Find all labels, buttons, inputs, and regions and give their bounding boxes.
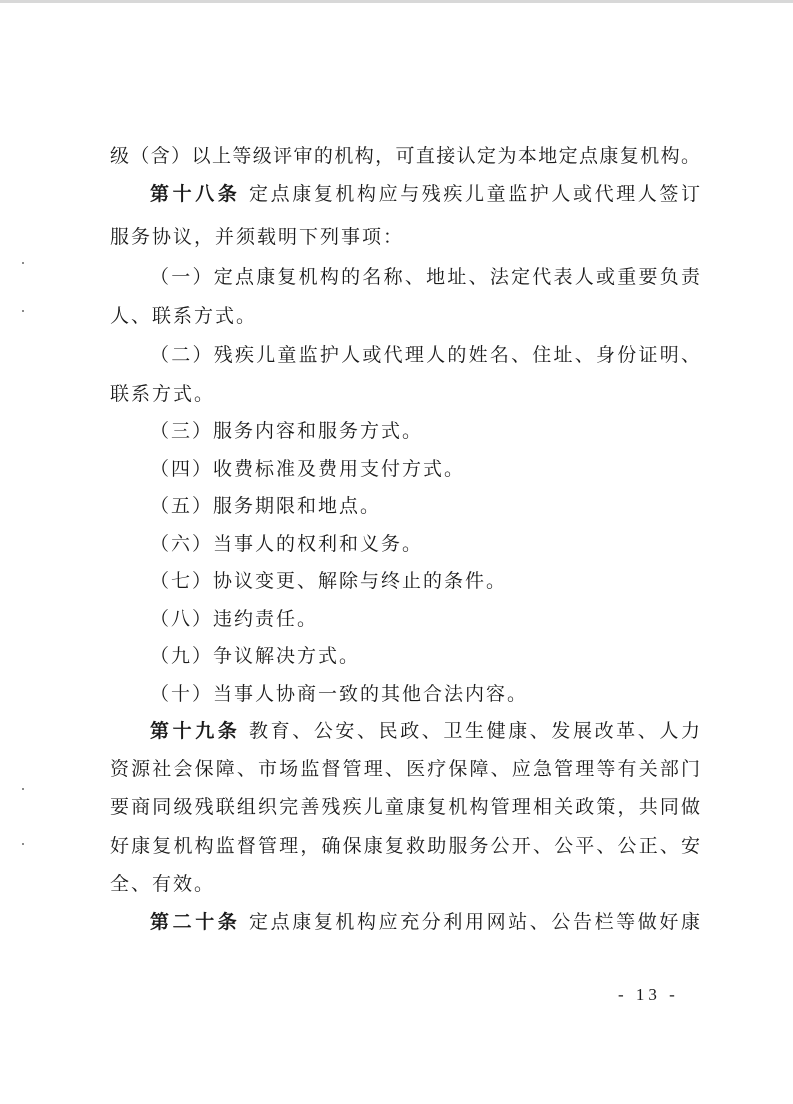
list-item: （七）协议变更、解除与终止的条件。: [150, 570, 508, 592]
article-heading-line: 第二十条 定点康复机构应充分利用网站、公告栏等做好康: [150, 911, 700, 933]
list-item: （六）当事人的权利和义务。: [150, 533, 424, 555]
margin-mark: [22, 788, 24, 790]
list-item: （一）定点康复机构的名称、地址、法定代表人或重要负责: [150, 266, 700, 288]
list-item: （九）争议解决方式。: [150, 645, 361, 667]
scan-top-edge: [0, 0, 793, 3]
list-item: （四）收费标准及费用支付方式。: [150, 458, 466, 480]
body-line: 级（含）以上等级评审的机构，可直接认定为本地定点康复机构。: [110, 145, 700, 167]
margin-mark: [22, 310, 24, 312]
article-number: 第二十条: [150, 911, 241, 933]
article-number: 第十八条: [150, 183, 241, 205]
body-line: 全、有效。: [110, 873, 216, 895]
list-item: （八）违约责任。: [150, 608, 319, 630]
body-line: 联系方式。: [110, 383, 216, 405]
margin-mark: [22, 843, 24, 845]
body-line: 服务协议，并须载明下列事项：: [110, 226, 405, 248]
page-number: - 13 -: [618, 985, 679, 1004]
list-item: （三）服务内容和服务方式。: [150, 420, 424, 442]
margin-mark: [22, 262, 24, 264]
body-line: 好康复机构监督管理，确保康复救助服务公开、公平、公正、安: [110, 835, 700, 857]
list-item: （五）服务期限和地点。: [150, 495, 382, 517]
body-line: 资源社会保障、市场监督管理、医疗保障、应急管理等有关部门: [110, 758, 700, 780]
body-line: 要商同级残联组织完善残疾儿童康复机构管理相关政策，共同做: [110, 796, 700, 818]
body-line: 人、联系方式。: [110, 305, 258, 327]
article-number: 第十九条: [150, 720, 241, 742]
list-item: （二）残疾儿童监护人或代理人的姓名、住址、身份证明、: [150, 344, 700, 366]
article-heading-line: 第十九条 教育、公安、民政、卫生健康、发展改革、人力: [150, 720, 700, 742]
list-item: （十）当事人协商一致的其他合法内容。: [150, 683, 529, 705]
article-heading-line: 第十八条 定点康复机构应与残疾儿童监护人或代理人签订: [150, 183, 700, 205]
